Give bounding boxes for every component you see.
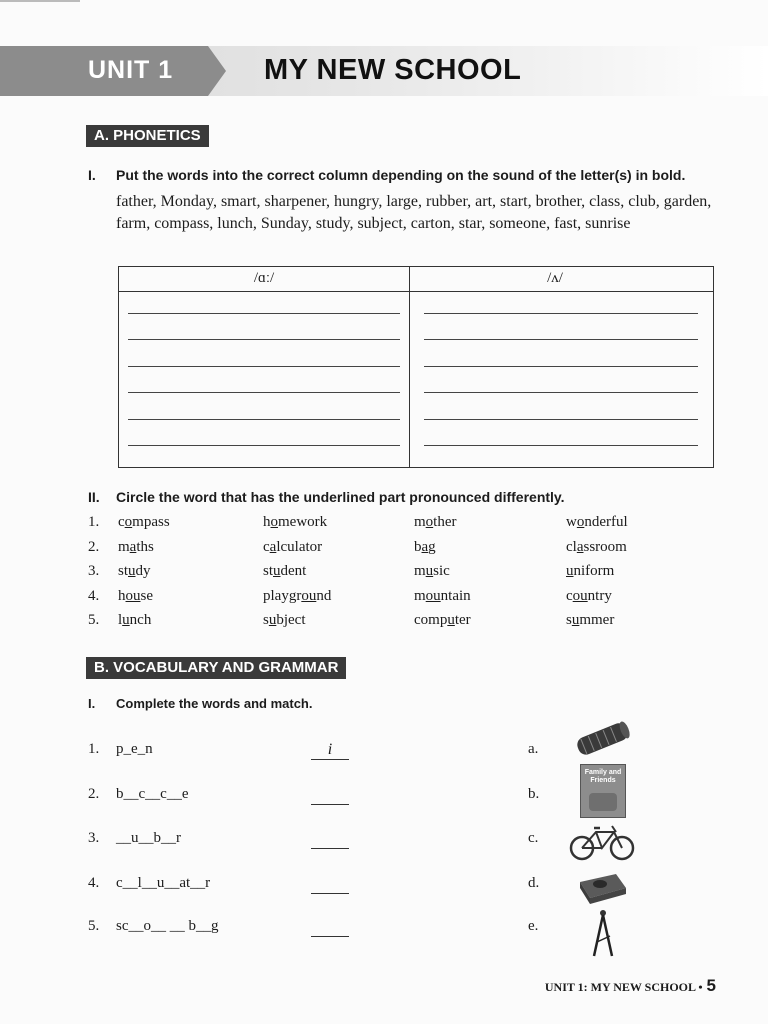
match-number: 4. bbox=[88, 875, 100, 891]
word-part: bject bbox=[276, 612, 306, 628]
question-row bbox=[88, 539, 728, 561]
word-puzzle: b__c__c__e bbox=[116, 786, 189, 802]
underlined-part: u bbox=[273, 563, 281, 579]
footer-label: UNIT 1: MY NEW SCHOOL • bbox=[544, 980, 703, 994]
question-row bbox=[88, 563, 728, 585]
column-header-uh: /ʌ/ bbox=[547, 270, 563, 286]
instruction-text: Complete the words and match. bbox=[116, 696, 313, 711]
underlined-part: u bbox=[425, 563, 434, 579]
word-part: c bbox=[566, 587, 573, 604]
underlined-part: o bbox=[425, 514, 434, 530]
section-a-heading: A. PHONETICS bbox=[86, 125, 209, 147]
word-part: lculator bbox=[276, 538, 323, 555]
match-number: 2. bbox=[88, 786, 100, 802]
word-part: cl bbox=[566, 538, 577, 555]
question-number: 4. bbox=[88, 587, 100, 604]
writing-line-uh[interactable] bbox=[424, 366, 698, 367]
table-divider bbox=[409, 267, 410, 467]
word-part: mework bbox=[278, 514, 328, 530]
underlined-part: ou bbox=[125, 587, 141, 604]
page-footer bbox=[545, 976, 716, 996]
word-part: dent bbox=[280, 563, 307, 579]
exercise-number: I. bbox=[88, 696, 96, 711]
word-part: g bbox=[428, 538, 436, 555]
top-rule bbox=[0, 0, 80, 2]
word-part: c bbox=[263, 538, 270, 555]
answer-blank[interactable]: i bbox=[311, 741, 349, 760]
question-row bbox=[88, 588, 728, 610]
picture-letter: e. bbox=[528, 918, 539, 934]
writing-line-aa[interactable] bbox=[128, 366, 400, 367]
word-part: nderful bbox=[584, 514, 628, 530]
word-option[interactable] bbox=[566, 612, 614, 629]
unit-tab-arrow bbox=[208, 46, 226, 96]
word-puzzle: sc__o__ __ b__g bbox=[116, 918, 219, 934]
exercise-a2-instruction bbox=[88, 489, 565, 505]
word-part: mmer bbox=[579, 612, 615, 628]
word-puzzle: c__l__u__at__r bbox=[116, 875, 211, 891]
word-part: nch bbox=[129, 612, 152, 628]
writing-line-uh[interactable] bbox=[424, 392, 698, 393]
underlined-part: o bbox=[124, 514, 133, 530]
writing-line-uh[interactable] bbox=[424, 445, 698, 446]
match-number: 1. bbox=[88, 741, 100, 757]
word-option[interactable] bbox=[414, 539, 436, 556]
textbook-icon bbox=[580, 764, 626, 818]
word-part: nd bbox=[316, 587, 332, 604]
page-title: MY NEW SCHOOL bbox=[264, 54, 522, 86]
underlined-part: a bbox=[269, 538, 277, 555]
word-part: playgr bbox=[263, 587, 302, 604]
underlined-part: a bbox=[421, 538, 429, 555]
exercise-a1-instruction bbox=[88, 167, 685, 183]
word-part: ssroom bbox=[583, 538, 627, 555]
word-option[interactable] bbox=[566, 563, 614, 580]
word-part: m bbox=[414, 563, 426, 579]
word-part: l bbox=[118, 612, 123, 628]
instruction-text: Circle the word that has the underlined part pronounced differently. bbox=[116, 489, 565, 505]
word-part: comp bbox=[414, 612, 448, 628]
picture-letter: a. bbox=[528, 741, 539, 757]
word-part: se bbox=[140, 587, 153, 604]
answer-blank[interactable] bbox=[311, 875, 349, 894]
underlined-part: u bbox=[566, 563, 574, 579]
word-part: ther bbox=[433, 514, 457, 530]
word-option[interactable] bbox=[118, 514, 170, 531]
word-part: h bbox=[118, 587, 126, 604]
word-part: ntain bbox=[440, 587, 471, 604]
word-part: m bbox=[118, 538, 130, 555]
compass-icon bbox=[588, 908, 618, 960]
ruler-roll-icon bbox=[570, 716, 634, 760]
word-option[interactable] bbox=[566, 588, 612, 605]
word-part: st bbox=[118, 563, 129, 579]
instruction-text: Put the words into the correct column depending on the sound of the letter(s) in bold. bbox=[116, 167, 686, 183]
word-option[interactable] bbox=[118, 563, 151, 580]
word-option[interactable] bbox=[263, 563, 306, 580]
word-part: dy bbox=[135, 563, 151, 579]
word-part: ths bbox=[136, 538, 154, 555]
word-list: father, Monday, smart, sharpener, hungry, large, rubber, art, start, brother, class, club, garden, farm, compass, lunch, Sunday, study, subject, carton, star, someone, fast, sunrise bbox=[116, 193, 712, 232]
writing-line-aa[interactable] bbox=[128, 419, 400, 420]
word-option[interactable] bbox=[414, 588, 471, 605]
unit-label: UNIT 1 bbox=[88, 56, 174, 84]
word-part: b bbox=[414, 538, 422, 555]
word-option[interactable] bbox=[566, 539, 627, 556]
word-puzzle: p_e_n bbox=[116, 741, 153, 757]
word-option[interactable] bbox=[414, 612, 471, 629]
word-option[interactable] bbox=[263, 612, 306, 629]
bicycle-icon bbox=[568, 820, 636, 862]
underlined-part: o bbox=[270, 514, 278, 530]
word-part: c bbox=[118, 514, 125, 530]
word-part: s bbox=[566, 612, 572, 628]
word-part: h bbox=[263, 514, 271, 530]
word-part: niform bbox=[573, 563, 615, 579]
column-header-aa: /ɑː/ bbox=[253, 270, 275, 286]
writing-line-aa[interactable] bbox=[128, 339, 400, 340]
exercise-b1-instruction bbox=[88, 696, 312, 711]
word-option[interactable] bbox=[263, 539, 322, 556]
writing-line-uh[interactable] bbox=[424, 313, 698, 314]
match-number: 3. bbox=[88, 830, 100, 846]
word-part: ntry bbox=[587, 587, 612, 604]
word-part: st bbox=[263, 563, 274, 579]
underlined-part: a bbox=[576, 538, 584, 555]
question-number: 2. bbox=[88, 538, 100, 555]
picture-letter: b. bbox=[528, 786, 540, 802]
word-part: w bbox=[566, 514, 577, 530]
word-part: sic bbox=[433, 563, 450, 579]
book-title: Family and Friends bbox=[584, 769, 622, 784]
underlined-part: ou bbox=[301, 587, 317, 604]
picture-letter: d. bbox=[528, 875, 540, 891]
answer-blank[interactable] bbox=[311, 918, 349, 937]
writing-line-uh[interactable] bbox=[424, 419, 698, 420]
word-option[interactable] bbox=[118, 539, 154, 556]
question-row bbox=[88, 612, 728, 634]
page-number: 5 bbox=[706, 976, 716, 995]
underlined-part: u bbox=[268, 612, 277, 628]
question-number: 1. bbox=[88, 514, 100, 530]
underlined-part: u bbox=[122, 612, 130, 628]
phonetics-table bbox=[118, 266, 714, 468]
underlined-part: u bbox=[128, 563, 136, 579]
word-part: m bbox=[414, 514, 426, 530]
word-option[interactable] bbox=[414, 563, 450, 580]
underlined-part: u bbox=[571, 612, 580, 628]
question-number: 3. bbox=[88, 563, 100, 579]
exercise-number: II. bbox=[88, 489, 100, 505]
underlined-part: ou bbox=[425, 587, 441, 604]
word-option[interactable] bbox=[263, 588, 331, 605]
word-option[interactable] bbox=[566, 514, 628, 531]
word-puzzle: __u__b__r bbox=[116, 830, 181, 846]
word-part: mpass bbox=[132, 514, 170, 530]
answer-blank[interactable] bbox=[311, 786, 349, 805]
writing-line-uh[interactable] bbox=[424, 339, 698, 340]
underlined-part: a bbox=[129, 538, 137, 555]
question-number: 5. bbox=[88, 612, 100, 628]
underlined-part: o bbox=[576, 514, 585, 530]
writing-line-aa[interactable] bbox=[128, 445, 400, 446]
underlined-part: u bbox=[447, 612, 455, 628]
writing-line-aa[interactable] bbox=[128, 392, 400, 393]
section-b-heading: B. VOCABULARY AND GRAMMAR bbox=[86, 657, 346, 679]
word-part: s bbox=[263, 612, 269, 628]
word-option[interactable] bbox=[414, 514, 457, 531]
exercise-number: I. bbox=[88, 167, 96, 183]
word-option[interactable] bbox=[118, 612, 151, 629]
word-option[interactable] bbox=[118, 588, 153, 605]
word-option[interactable] bbox=[263, 514, 327, 531]
word-part: ter bbox=[454, 612, 471, 628]
writing-line-aa[interactable] bbox=[128, 313, 400, 314]
match-number: 5. bbox=[88, 918, 100, 934]
answer-blank[interactable] bbox=[311, 830, 349, 849]
picture-letter: c. bbox=[528, 830, 539, 846]
underlined-part: ou bbox=[572, 587, 588, 604]
sharpener-icon bbox=[572, 864, 632, 908]
word-part: m bbox=[414, 587, 426, 604]
question-row bbox=[88, 514, 728, 536]
